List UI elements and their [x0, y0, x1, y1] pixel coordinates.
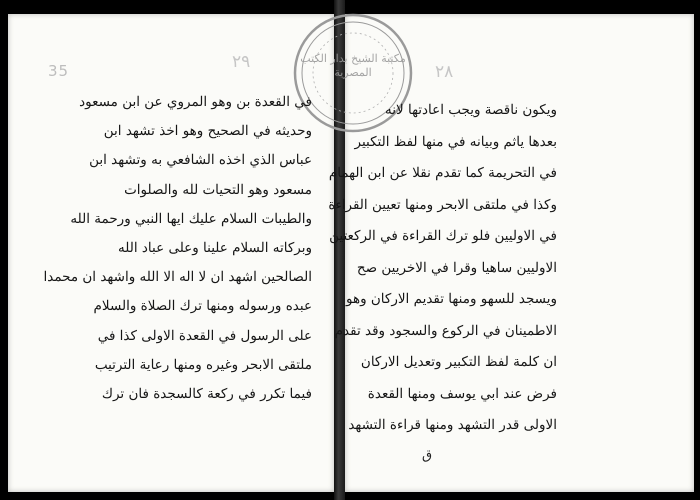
text-line: الاوليين ساهيا وقرا في الاخريين صح: [356, 259, 557, 276]
right-page-folio-number: ٢٨: [435, 62, 454, 82]
text-line: وبركاته السلام علينا وعلى عباد الله: [118, 239, 312, 256]
right-page-text: [328, 95, 557, 442]
text-line: والطيبات السلام عليك ايها النبي ورحمة الله: [70, 210, 312, 227]
text-line: وكذا في ملتقى الابحر ومنها تعيين القراءة: [328, 196, 557, 213]
text-line: الصالحين اشهد ان لا اله الا الله واشهد ان محمدا: [43, 269, 312, 286]
text-line: مسعود وهو التحيات لله والصلوات: [124, 181, 312, 198]
text-line: وحديثه في الصحيح وهو اخذ تشهد ابن: [103, 123, 312, 140]
text-line: الاولى قدر التشهد ومنها قراءة التشهد: [348, 417, 557, 433]
seal-text: مكتبة الشيخ بدار الكتب المصرية: [300, 52, 406, 79]
text-line: فيما تكرر في ركعة كالسجدة فان ترك: [101, 385, 312, 402]
left-margin-folio-number: 35: [48, 62, 70, 80]
text-line: ويكون ناقصة ويجب اعادتها لانه: [384, 102, 557, 118]
text-line: ويسجد للسهو ومنها تقديم الاركان وهو: [345, 291, 557, 307]
catchword: ق: [422, 448, 433, 463]
text-line: عبده ورسوله ومنها ترك الصلاة والسلام: [93, 298, 312, 315]
text-line: بعدها ياثم وبيانه في منها لفظ التكبير: [354, 133, 557, 150]
text-line: في الاوليين فلو ترك القراءة في الركعتين: [329, 228, 557, 244]
left-page-text: [43, 88, 312, 409]
text-line: فرض عند ابي يوسف ومنها القعدة: [367, 385, 557, 402]
text-line: ملتقى الابحر وغيره ومنها رعاية الترتيب: [94, 356, 312, 373]
text-line: في التحريمة كما تقدم نقلا عن ابن الهمام: [328, 165, 557, 181]
text-line: على الرسول في القعدة الاولى كذا في: [97, 327, 312, 344]
text-line: عباس الذي اخذه الشافعي به وتشهد ابن: [89, 152, 312, 169]
text-line: ان كلمة لفظ التكبير وتعديل الاركان: [360, 354, 557, 370]
text-line: في القعدة بن وهو المروي عن ابن مسعود: [79, 94, 312, 110]
text-line: الاطمينان في الركوع والسجود وقد تقدم: [334, 322, 557, 339]
left-page-folio-number: ٢٩: [232, 52, 251, 72]
